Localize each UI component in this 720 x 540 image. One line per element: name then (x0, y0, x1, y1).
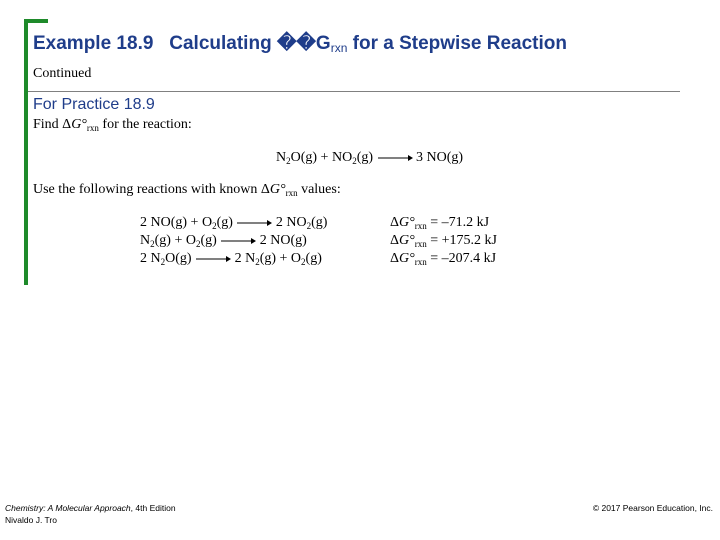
target-reaction: $N_2O(g) + NO_2(g)$ 3 NO(g) (276, 150, 464, 166)
footer-copyright: © 2017 Pearson Education, Inc. (592, 503, 713, 513)
delta-g-value-3: $\Delta G^\circ_{rxn} = -207.4$ kJ (390, 251, 497, 267)
practice-prompt: Find $\Delta G^\circ_{rxn}$ for the reaction: (33, 117, 192, 133)
reaction-arrow-icon (220, 236, 256, 246)
header-divider (28, 91, 680, 92)
footer-author: Nivaldo J. Tro (5, 515, 57, 525)
green-bracket-top (24, 19, 48, 23)
delta-g-value-2: $\Delta G^\circ_{rxn} = +175.2$ kJ (390, 233, 497, 249)
reaction-2: $N_2(g) + O_2(g)$ 2 NO(g) (140, 233, 307, 249)
reaction-arrow-icon (195, 254, 231, 264)
reaction-3: 2 $N_2O(g)$ 2 $N_2(g) + O_2(g)$ (140, 251, 322, 267)
reaction-arrow-icon (236, 218, 272, 228)
continued-label: Continued (33, 66, 92, 81)
slide-title: Example 18.9 Calculating $��G_{rxn}$ for a Stepwise Reaction (33, 33, 567, 55)
reaction-1: 2 $NO(g) + O_2(g)$ 2 $NO_2(g)$ (140, 215, 328, 231)
use-instructions: Use the following reactions with known $\Delta G^\circ_{rxn}$ values: (33, 182, 341, 198)
footer-book: Chemistry: A Molecular Approach, 4th Edition (5, 503, 176, 513)
green-bracket-vertical (24, 19, 28, 285)
delta-g-value-1: $\Delta G^\circ_{rxn} = -71.2$ kJ (390, 215, 490, 231)
practice-heading: For Practice 18.9 (33, 96, 155, 113)
reaction-arrow-icon (377, 153, 413, 163)
